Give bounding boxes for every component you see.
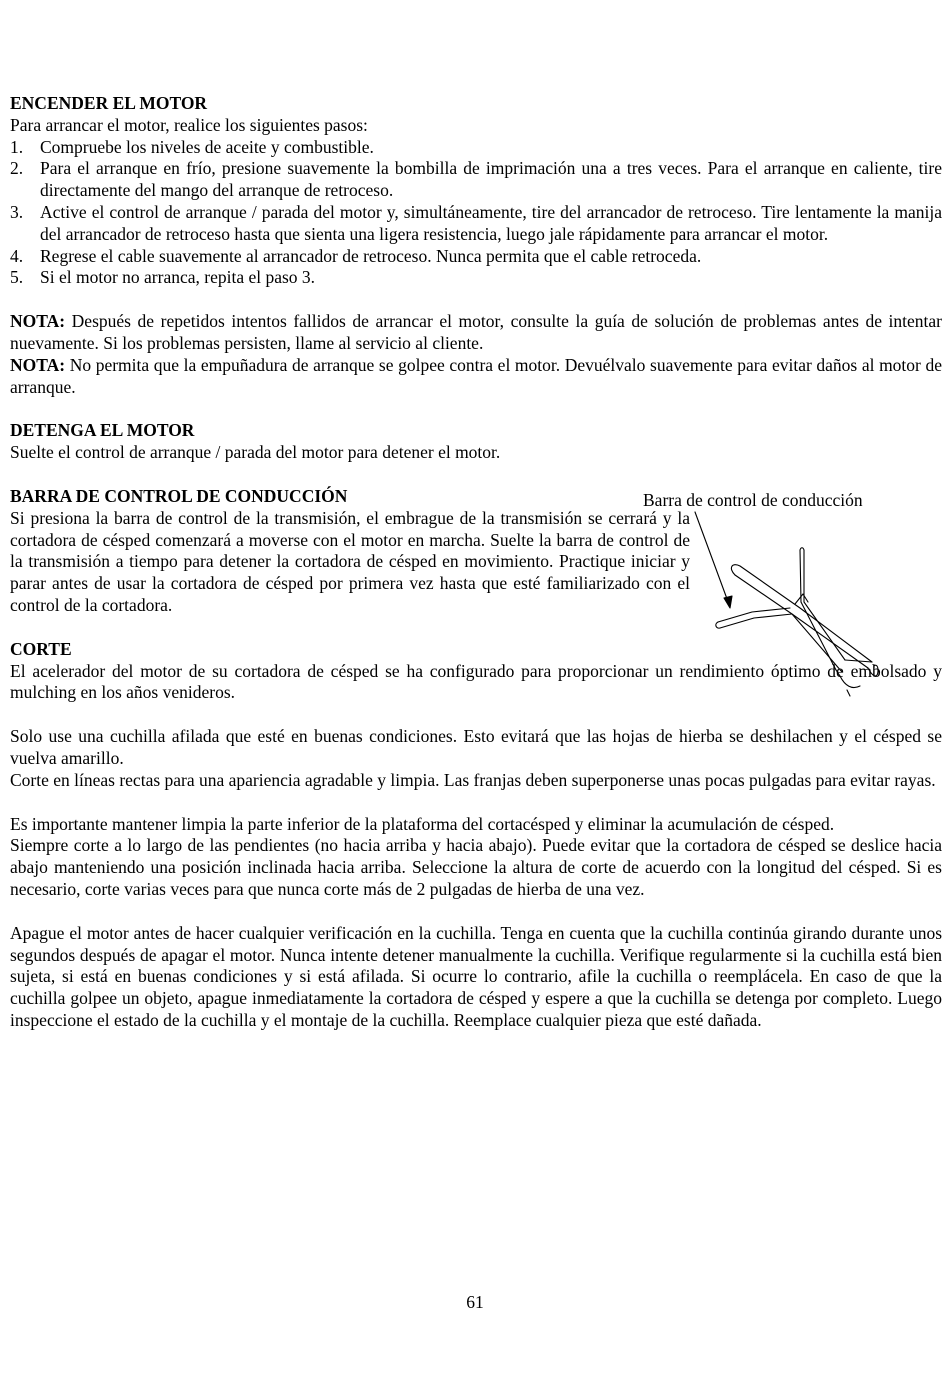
drive-control-text: Si presiona la barra de control de la transmisión, el embrague de la transmisión se cerrará y la cortadora de césped comenzará a moverse con el motor en marcha. Suelte la barra de control de la transmisión a tiempo para detener la cortadora de césped en movimiento. Practique iniciar y parar antes de usar la cortadora de césped por primera vez hasta que esté familiarizado con el control de la cortadora. — [10, 507, 690, 615]
start-steps-list — [10, 137, 942, 290]
list-item: 4. Regrese el cable suavemente al arrancador de retroceso. Nunca permita que el cable retroceda. — [10, 245, 702, 266]
note-label: NOTA: — [10, 311, 66, 332]
note-paragraph: NOTA: Después de repetidos intentos fallidos de arrancar el motor, consulte la guía de solución de problemas antes de intentar nuevamente. Si los problemas persisten, llame al servicio al cliente. — [10, 311, 942, 353]
start-engine-intro: Para arrancar el motor, realice los siguientes pasos: — [10, 114, 368, 135]
note-label: NOTA: — [10, 354, 66, 375]
figure-caption: Barra de control de conducción — [643, 490, 863, 510]
list-item: 2. Para el arranque en frío, presione suavemente la bombilla de imprimación una a tres veces. Para el arranque en caliente, tire directamente del mango del arranque de retroceso. — [10, 158, 942, 201]
section-start-engine — [10, 93, 942, 398]
page-number: 61 — [466, 1292, 484, 1312]
drive-control-figure — [640, 490, 940, 705]
heading-cutting: CORTE — [10, 638, 72, 659]
list-item: 5. Si el motor no arranca, repita el paso 3. — [10, 267, 316, 288]
cutting-paragraph: Solo use una cuchilla afilada que esté en buenas condiciones. Esto evitará que las hojas de hierba se deshilachen y el césped se vuelva amarillo. — [10, 726, 942, 768]
cutting-paragraph: Apague el motor antes de hacer cualquier verificación en la cuchilla. Tenga en cuenta que la cuchilla continúa girando durante unos segundos después de apagar el motor. Nunca intente detener manualmente la cuchilla. Verifique regularmente si la cuchilla está bien sujeta, si está en buenas condiciones y si está afilada. Si ocurre lo contrario, afile la cuchilla o reemplácela. En caso de que la cuchilla golpee un objeto, apague inmediatamente la cortadora de césped y espere a que la cuchilla se detenga por completo. Luego inspeccione el estado de la cuchilla y el montaje de la cuchilla. Reemplace cualquier pieza que esté dañada. — [10, 922, 942, 1030]
heading-stop-engine: DETENGA EL MOTOR — [10, 420, 195, 441]
list-item: 1. Compruebe los niveles de aceite y combustible. — [10, 136, 374, 157]
note-paragraph: NOTA: No permita que la empuñadura de arranque se golpee contra el motor. Devuélvalo suavemente para evitar daños al motor de arranque. — [10, 354, 942, 397]
cutting-paragraph: Siempre corte a lo largo de las pendientes (no hacia arriba y hacia abajo). Puede evitar que la cortadora de césped se deslice hacia abajo manteniendo una posición inclinada hacia arriba. Seleccione la altura de corte de acuerdo con la longitud del césped. Si es necesario, corte varias veces para que nunca corte más de 2 pulgadas de hierba de una vez. — [10, 835, 942, 899]
cutting-paragraph: Es importante mantener limpia la parte inferior de la plataforma del cortacésped y eliminar la acumulación de césped. — [10, 813, 835, 834]
section-stop-engine — [10, 420, 942, 464]
cutting-paragraph: Corte en líneas rectas para una apariencia agradable y limpia. Las franjas deben superponerse unas pocas pulgadas para evitar rayas. — [10, 769, 936, 790]
list-item: 3. Active el control de arranque / parada del motor y, simultáneamente, tire del arrancador de retroceso. Tire lentamente la manija del arrancador de retroceso hasta que sienta una ligera resistencia, luego jale rápidamente para arrancar el motor. — [10, 201, 942, 244]
heading-drive-control: BARRA DE CONTROL DE CONDUCCIÓN — [10, 485, 348, 506]
drive-control-bar-icon — [640, 490, 940, 705]
heading-start-engine: ENCENDER EL MOTOR — [10, 93, 208, 113]
stop-engine-text: Suelte el control de arranque / parada del motor para detener el motor. — [10, 442, 501, 463]
cutting-paragraph: El acelerador del motor de su cortadora de césped se ha configurado para proporcionar un rendimiento óptimo de embolsado y mulching en los años venideros. — [10, 660, 942, 703]
